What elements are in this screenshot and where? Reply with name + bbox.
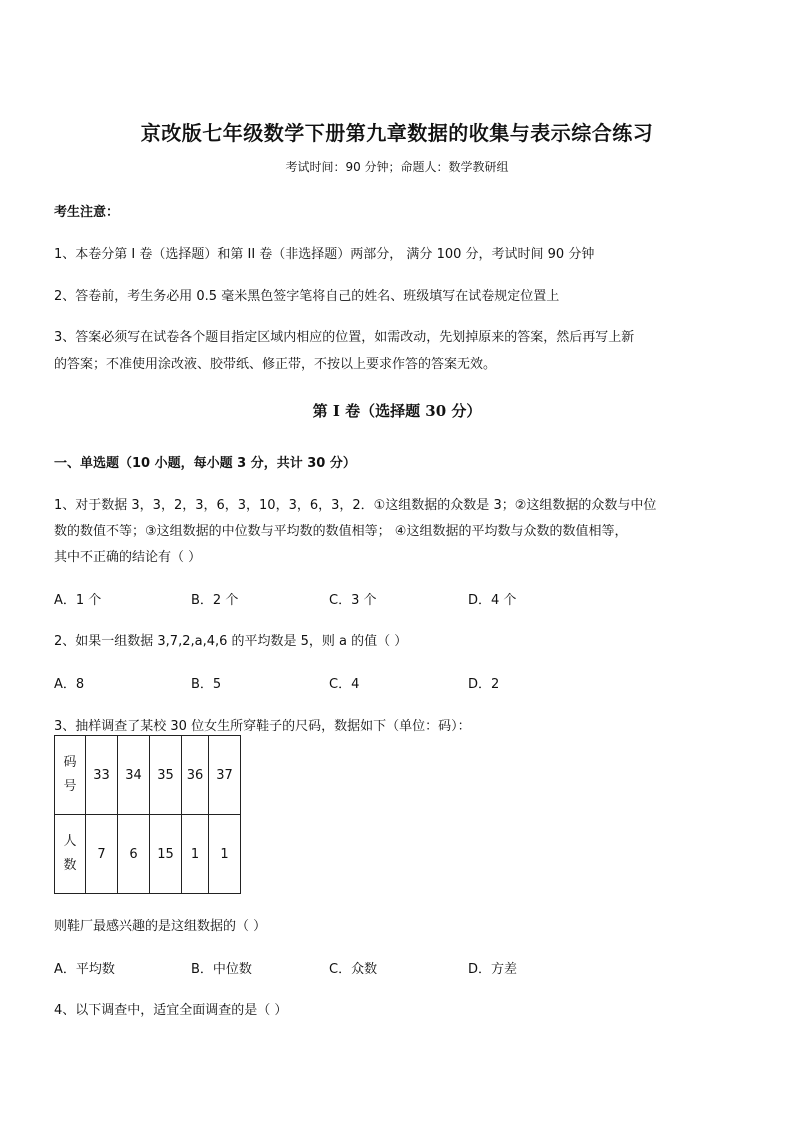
part-heading: 一、单选题（10 小题，每小题 3 分，共计 30 分） (54, 456, 356, 471)
q1-option-a: A．1 个 (54, 593, 102, 608)
q4-stem: 4、以下调查中，适宜全面调查的是（ ） (54, 1003, 288, 1018)
table-cell: 1 (182, 815, 209, 894)
q3-question: 则鞋厂最感兴趣的是这组数据的（ ） (54, 919, 267, 934)
q1-option-d: D．4 个 (468, 593, 517, 608)
table-cell: 6 (118, 815, 150, 894)
notice-item-3-line-1: 3、答案必须写在试卷各个题目指定区域内相应的位置，如需改动，先划掉原来的答案，然后再写上新 (54, 330, 635, 345)
row-header-count: 人 数 (55, 815, 86, 894)
q1-line-3: 其中不正确的结论有（ ） (54, 550, 202, 565)
shoe-size-table (54, 735, 241, 894)
page-subtitle: 考试时间：90 分钟；命题人：数学教研组 (285, 160, 509, 174)
table-row-size (55, 736, 241, 815)
q2-option-d: D．2 (468, 677, 500, 692)
q1-line-2: 数的数值不等；③这组数据的中位数与平均数的数值相等； ④这组数据的平均数与众数的数值相等， (54, 524, 628, 539)
q3-option-c: C．众数 (329, 962, 378, 977)
section-title: 第 I 卷（选择题 30 分） (312, 402, 482, 420)
table-cell: 1 (209, 815, 241, 894)
q3-option-b: B．中位数 (191, 962, 252, 977)
table-cell: 37 (209, 736, 241, 815)
row-header-size: 码 号 (55, 736, 86, 815)
q2-option-c: C．4 (329, 677, 360, 692)
table-row-count (55, 815, 241, 894)
q3-stem: 3、抽样调查了某校 30 位女生所穿鞋子的尺码，数据如下（单位：码）： (54, 719, 471, 734)
q1-line-1: 1、对于数据 3，3，2，3，6，3，10，3，6，3，2．①这组数据的众数是 3；②这组数据的众数与中位 (54, 498, 657, 513)
table-cell: 36 (182, 736, 209, 815)
notice-item-1: 1、本卷分第 I 卷（选择题）和第 II 卷（非选择题）两部分， 满分 100 分，考试时间 90 分钟 (54, 247, 595, 262)
q3-option-d: D．方差 (468, 962, 518, 977)
q1-option-c: C．3 个 (329, 593, 377, 608)
q2-option-a: A．8 (54, 677, 85, 692)
notice-heading: 考生注意： (54, 205, 120, 220)
notice-item-3-line-2: 的答案；不准使用涂改液、胶带纸、修正带，不按以上要求作答的答案无效。 (54, 357, 497, 372)
notice-item-2: 2、答卷前，考生务必用 0.5 毫米黑色签字笔将自己的姓名、班级填写在试卷规定位置上 (54, 289, 560, 304)
table-cell: 15 (150, 815, 182, 894)
q2-stem: 2、如果一组数据 3,7,2,a,4,6 的平均数是 5，则 a 的值（ ） (54, 634, 408, 649)
q3-option-a: A．平均数 (54, 962, 115, 977)
q2-option-b: B．5 (191, 677, 222, 692)
q1-option-b: B．2 个 (191, 593, 239, 608)
page-title: 京改版七年级数学下册第九章数据的收集与表示综合练习 (140, 121, 654, 145)
table-cell: 7 (86, 815, 118, 894)
table-cell: 33 (86, 736, 118, 815)
table-cell: 35 (150, 736, 182, 815)
table-cell: 34 (118, 736, 150, 815)
